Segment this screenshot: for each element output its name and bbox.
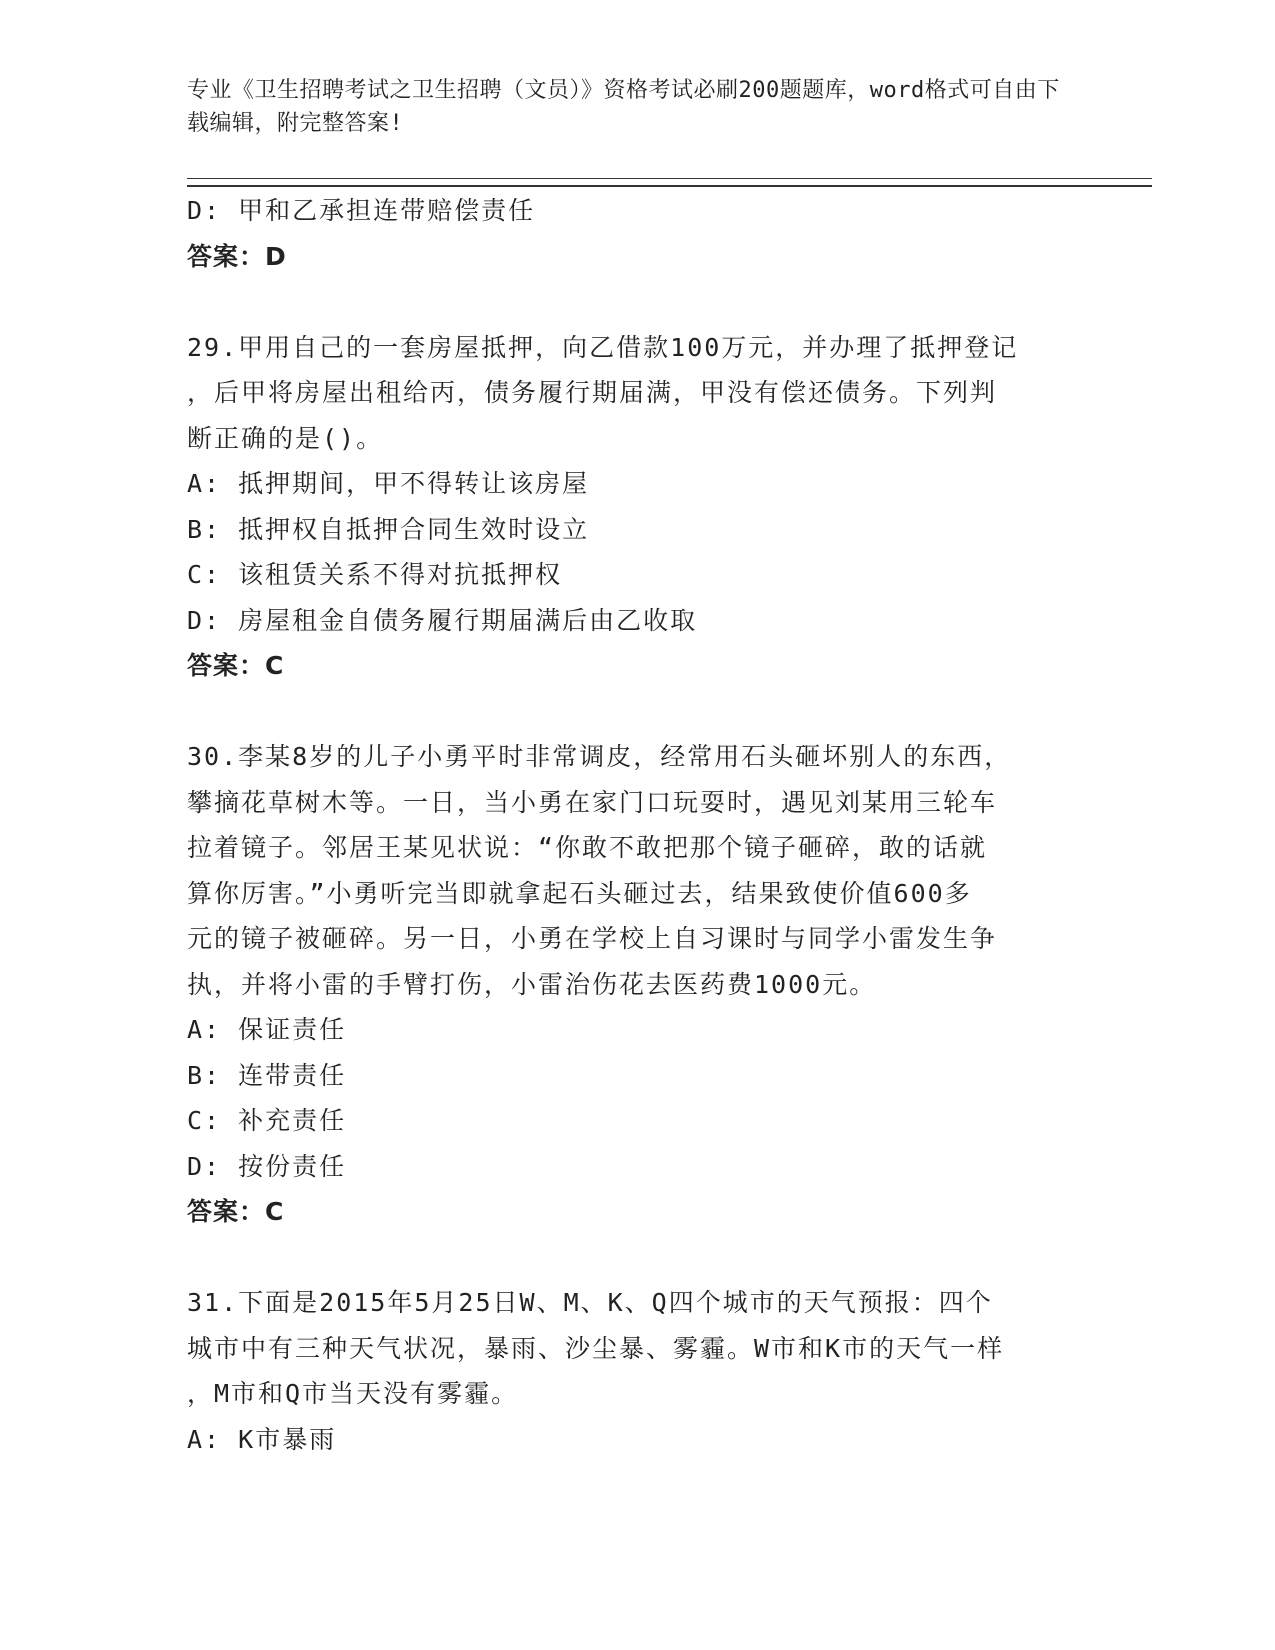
- spacer: [187, 1235, 1087, 1281]
- option-d: D: 按份责任: [187, 1151, 347, 1181]
- question-text-line: 拉着镜子。邻居王某见状说：“你敢不敢把那个镜子砸碎，敢的话就: [187, 833, 988, 862]
- question-text-line: 29.甲用自己的一套房屋抵押，向乙借款100万元，并办理了抵押登记: [187, 332, 1019, 362]
- question-text-line: 断正确的是()。: [187, 423, 384, 453]
- spacer: [187, 279, 1087, 325]
- option-a: A: 抵押期间，甲不得转让该房屋: [187, 469, 590, 498]
- option-b: B: 抵押权自抵押合同生效时设立: [187, 514, 590, 544]
- question-text-line: ，M市和Q市当天没有雾霾。: [187, 1379, 519, 1408]
- question-text-line: 算你厉害。”小勇听完当即就拿起石头砸过去，结果致使价值600多: [187, 878, 972, 908]
- option-d: D: 甲和乙承担连带赔偿责任: [187, 196, 536, 225]
- previous-question-tail: [187, 188, 1087, 279]
- option-a: A: 保证责任: [187, 1015, 347, 1044]
- question-29: [187, 325, 1087, 689]
- spacer: [187, 689, 1087, 735]
- question-31: [187, 1280, 1087, 1462]
- option-b: B: 连带责任: [187, 1060, 347, 1090]
- question-text-line: ，后甲将房屋出租给丙，债务履行期届满，甲没有偿还债务。下列判: [187, 378, 998, 407]
- header-text: 专业《卫生招聘考试之卫生招聘（文员）》资格考试必刷200题题库，word格式可自由下载编辑，附完整答案!: [187, 78, 1060, 136]
- page-header: [187, 74, 1067, 140]
- document-body: [187, 188, 1087, 1462]
- question-text-line: 31.下面是2015年5月25日W、M、K、Q四个城市的天气预报：四个: [187, 1288, 993, 1317]
- option-c: C: 该租赁关系不得对抗抵押权: [187, 560, 563, 589]
- answer: 答案：C: [187, 1197, 285, 1226]
- question-text-line: 执，并将小雷的手臂打伤，小雷治伤花去医药费1000元。: [187, 969, 877, 999]
- question-text-line: 攀摘花草树木等。一日，当小勇在家门口玩耍时，遇见刘某用三轮车: [187, 787, 998, 817]
- option-d: D: 房屋租金自债务履行期届满后由乙收取: [187, 605, 698, 635]
- answer: 答案：D: [187, 241, 287, 271]
- answer: 答案：C: [187, 651, 285, 680]
- question-text-line: 城市中有三种天气状况，暴雨、沙尘暴、雾霾。W市和K市的天气一样: [187, 1333, 1005, 1363]
- header-divider: [187, 178, 1152, 187]
- option-a: A: K市暴雨: [187, 1424, 337, 1454]
- question-30: [187, 734, 1087, 1235]
- question-text-line: 30.李某8岁的儿子小勇平时非常调皮，经常用石头砸坏别人的东西，: [187, 742, 1012, 771]
- question-text-line: 元的镜子被砸碎。另一日，小勇在学校上自习课时与同学小雷发生争: [187, 924, 998, 953]
- option-c: C: 补充责任: [187, 1106, 347, 1135]
